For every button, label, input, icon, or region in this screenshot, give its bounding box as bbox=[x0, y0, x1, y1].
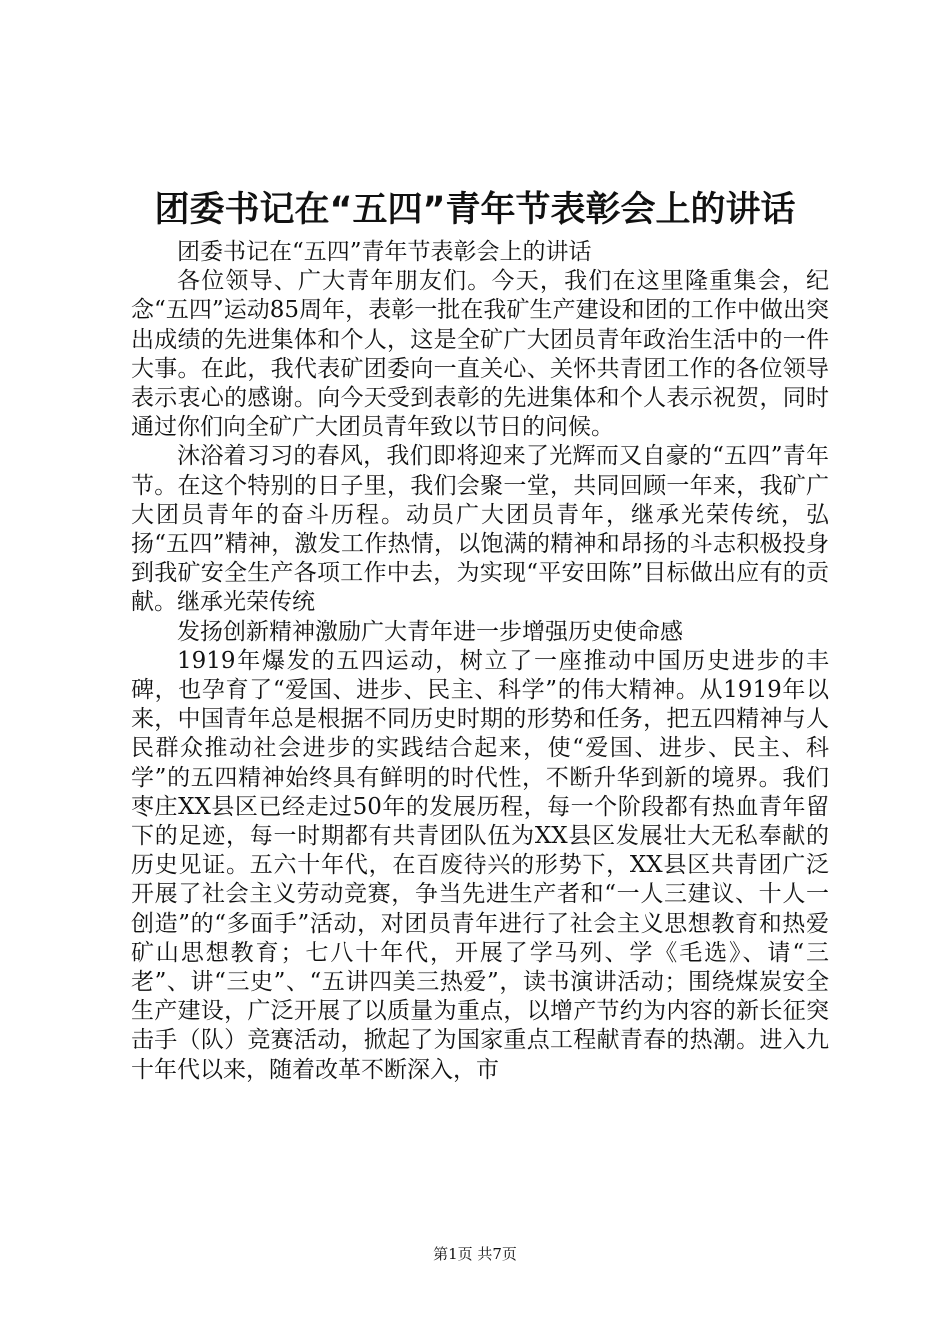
paragraph: 沐浴着习习的春风，我们即将迎来了光辉而又自豪的“五四”青年节。在这个特别的日子里，我们会聚一堂，共同回顾一年来，我矿广大团员青年的奋斗历程。动员广大团员青年，继承光荣传统，弘扬“五四”精神，激发工作热情，以饱满的精神和昂扬的斗志积极投身到我矿安全生产各项工作中去，为实现“平安田陈”目标做出应有的贡献。继承光荣传统 bbox=[131, 443, 829, 616]
page-footer: 第1页 共7页 bbox=[433, 1245, 517, 1263]
paragraph: 发扬创新精神激励广大青年进一步增强历史使命感 bbox=[177, 618, 683, 645]
paragraph: 1919年爆发的五四运动，树立了一座推动中国历史进步的丰碑，也孕育了“爱国、进步、民主、科学”的伟大精神。从1919年以来，中国青年总是根据不同历史时期的形势和任务，把五四精神与人民群众推动社会进步的实践结合起来，使“爱国、进步、民主、科学”的五四精神始终具有鲜明的时代性，不断升华到新的境界。我们枣庄XX县区已经走过50年的发展历程，每一个阶段都有热血青年留下的足迹，每一时期都有共青团队伍为XX县区发展壮大无私奉献的历史见证。五六十年代，在百废待兴的形势下，XX县区共青团广泛开展了社会主义劳动竞赛，争当先进生产者和“一人三建议、十人一创造”的“多面手”活动，对团员青年进行了社会主义思想教育和热爱矿山思想教育；七八十年代，开展了学马列、学《毛选》、请“三老”、讲“三史”、“五讲四美三热爱”，读书演讲活动；围绕煤炭安全生产建设，广泛开展了以质量为重点，以增产节约为内容的新长征突击手（队）竞赛活动，掀起了为国家重点工程献青春的热潮。进入九十年代以来，随着改革不断深入，市 bbox=[131, 647, 829, 1083]
paragraph: 团委书记在“五四”青年节表彰会上的讲话 bbox=[177, 239, 592, 265]
document-title: 团委书记在“五四”青年节表彰会上的讲话 bbox=[154, 190, 796, 230]
paragraph: 各位领导、广大青年朋友们。今天，我们在这里隆重集会，纪念“五四”运动85周年，表彰一批在我矿生产建设和团的工作中做出突出成绩的先进集体和个人，这是全矿广大团员青年政治生活中的一件大事。在此，我代表矿团委向一直关心、关怀共青团工作的各位领导表示衷心的感谢。向今天受到表彰的先进集体和个人表示祝贺，同时通过你们向全矿广大团员青年致以节日的问候。 bbox=[131, 268, 829, 441]
document-body bbox=[131, 238, 829, 1085]
